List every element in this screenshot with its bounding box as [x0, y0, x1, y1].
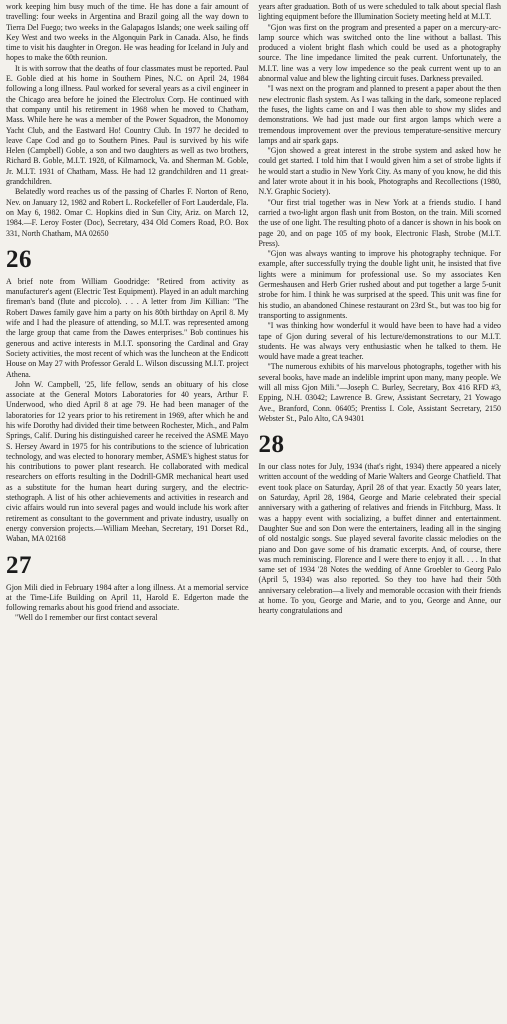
class-25-paragraph: work keeping him busy much of the time. He has done a fair amount of travelling: four weeks in Argentina and Brazil going all the way down to Tierra Del Fuego; two weeks in the Galapagos Islands; one week sailing off Key West and two weeks in the Algonquin Park in Canada. Also, he finds time to visit his daughter in Oregon. He was heading for Iceland in July and hopes to make the 60th reunion. — [6, 2, 249, 63]
class-27-paragraph: "Gjon was always wanting to improve his photography technique. For example, after successfully trying the double light unit, he insisted that five lights were a minimum for professional use. So my associates Ken Germeshausen and Herb Grier rushed about and put together a large 5-unit strobe for him. I think he was surprised at the speed. This unit was fine for his studio, an abandoned Chinese restaurant on 23rd St., but was too big for transporting to assignments. — [258, 249, 501, 320]
class-27-paragraph: "Gjon showed a great interest in the strobe system and asked how he could get started. I told him that I would given him a set of strobe lights if he would start a studio in New York City. As many of you know, he did this and later wrote about it in his book, Photographs and Recollections (1980, N.Y. Graphic Society). — [258, 146, 501, 197]
class-27-paragraph: years after graduation. Both of us were scheduled to talk about special flash lighting equipment before the Illumination Society meeting held at M.I.T. — [258, 2, 501, 22]
class-26-heading: 26 — [6, 245, 32, 273]
class-27-paragraph: Gjon Mili died in February 1984 after a long illness. At a memorial service at the Time-Life Building on April 11, Harold E. Edgerton made the following remarks about his good friend and associate. — [6, 582, 249, 613]
class-26-paragraph: A brief note from William Goodridge: "Retired from activity as manufacturer's agent (Electric Test Equipment). Played in an adult marching fireman's band (flute and piccolo). . . . A letter from Jim Killian: "The Robert Dawes family gave him a party on his 80th birthday on April 8. My wife and I had the pleasure of attending, so M.I.T. was represented among the large group that came from the Dawes enterprises." Bob continues his generous and active interests in M.I.T. sponsoring the Cardinal and Gray Society activities, the most recent of which was the luncheon at the Endicott House on May 27 with Professor Gerald L. Wilson discussing M.I.T. project Athena. — [6, 276, 249, 379]
class-27-heading: 27 — [6, 551, 32, 579]
class-27-paragraph: "I was thinking how wonderful it would have been to have had a video tape of Gjon during several of his lecture/demonstrations to our M.I.T. students. He was always very enthusiastic when he talked to them. He would have made a great teacher. — [258, 321, 501, 362]
class-25-paragraph: Belatedly word reaches us of the passing of Charles F. Norton of Reno, Nev. on January 12, 1982 and Robert L. Rockefeller of Fort Lauderdale, Fla. on May 6, 1982. Omar C. Hopkins died in Sun City, Ariz. on March 12, 1984.—F. Leroy Foster (Doc), Secretary, 434 Old Comers Road, P.O. Box 331, North Chatham, MA 02650 — [6, 187, 249, 238]
class-26-paragraph: John W. Campbell, '25, life fellow, sends an obituary of his close associate at the General Motors Laboratories for 40 years, Arthur F. Underwood, who died April 8 at age 79. He had been manager of the laboratories for 12 years prior to his retirement in 1969, after which he and his wife Dorothy had divided their time between Rochester, Mich., and Palm Springs, Calif. During his distinguished career he received the ASME Mayo S. Hersey Award in 1975 for his contributions to the science of lubrication technology, and was elected to honorary member, ASME's highest status for his contributions to power plant research. He collaborated with medical researchers on efforts resulting in the Dodrill-GMR mechanical heart used as a substitute for the human heart during surgery, and the electric-stethograph. A list of his other achievements and activities in research and civic affairs would run into several pages and would include his work after retirement as consultant to the government and private industry, usually on energy conversion projects.—William Meehan, Secretary, 191 Dorset Rd., Waban, MA 02168 — [6, 379, 249, 544]
class-25-paragraph: It is with sorrow that the deaths of four classmates must be reported. Paul E. Goble died at his home in Southern Pines, N.C. on April 24, 1984 following a long illness. Paul worked for several years as a civil engineer in the Chicago area before he joined the Electrolux Corp. He continued with that company until his retirement in 1968 when he moved to Chatham, Mass. While here he was a member of the Power Squadron, the Monomoy Yacht Club, and the Eastward Ho! Country Club. In 1977 he decided to leave Cape Cod and go to Southern Pines. Paul is survived by his wife Helen (Campbell) Goble, a son and two daughters as well as two brothers, Richard B. Goble, M.I.T. 1928, of Kilmarnock, Va. and Sherman M. Goble, Jr. M.I.T. 1931 of Chatham, Mass. He had 12 grandchildren and 11 great-grandchildren. — [6, 63, 249, 187]
left-column — [6, 2, 249, 1024]
class-27-paragraph: "The numerous exhibits of his marvelous photographs, together with his several books, have made an indelible imprint upon many, many people. We will all miss Gjon Mili."—Joseph C. Burley, Secretary, Box 416 RFD #3, Epping, N.H. 03042; Lawrence B. Grew, Assistant Secretary, 21 Yowago Ave., Branford, Conn. 06405; Prentiss I. Cole, Assistant Secretary, 2150 Webster St., Palo Alto, CA 94301 — [258, 362, 501, 423]
class-28-paragraph: In our class notes for July, 1934 (that's right, 1934) there appeared a nicely written account of the wedding of Marie Walters and George Chatfield. That event took place on Saturday, April 28 of that year. Exactly 50 years later, on Saturday, April 28, 1984, George and Marie celebrated their special anniversary with a gathering of relatives and friends in Fitchburg, Mass. It was a happy event with socializing, a buffet dinner and entertainment. Daughter Sue and son Don were the entertainers, leading all in the singing of old nostalgic songs. Sue played several favorite classic melodies on the piano and Don gave some of his dramatic excerpts. And, of course, there was much reminiscing. Florence and I were there to enjoy it all. . . . In that same set of 1934 '28 Notes the wedding of Anne Groebler to Georg Palo (April 5, 1934) was also reported. So they too have had their 50th anniversary celebration—a lively and memorable occasion with their friends at home. To you, George and Marie, and to you, George and Anne, our hearty congratulations and — [258, 462, 501, 616]
class-27-paragraph: "Well do I remember our first contact several — [15, 613, 158, 623]
class-27-paragraph: "Our first trial together was in New York at a friends studio. I hand carried a two-light argon flash unit from Boston, on the train. Mili scorned the use of one light. The resulting photo of a dancer is shown in his book on page 20, and on page 105 of my book, Electronic Flash, Strobe (M.I.T. Press). — [258, 197, 501, 248]
right-column — [259, 2, 502, 1024]
class-27-paragraph: "I was next on the program and planned to present a paper about the then new electronic flash system. As I was talking in the dark, someone replaced the fuses, the lights came on and I was then able to show my slides and demonstrations. We had just made our first argon lamps which were a tremendous improvement over the previous temperature-sensitive mercury lamps and air spark gaps. — [258, 84, 501, 145]
class-28-heading: 28 — [258, 431, 285, 459]
class-27-paragraph: "Gjon was first on the program and presented a paper on a mercury-arc-lamp source which was switched onto the line without a ballast. This produced a violent bright flash which could be used as a photography source. The line impedance limited the peak current. Unfortunately, the M.I.T. line was a very low impedence so the peak current went up to an abnormal value and blew the lighting circuit fuses. Darkness prevailed. — [258, 22, 501, 84]
